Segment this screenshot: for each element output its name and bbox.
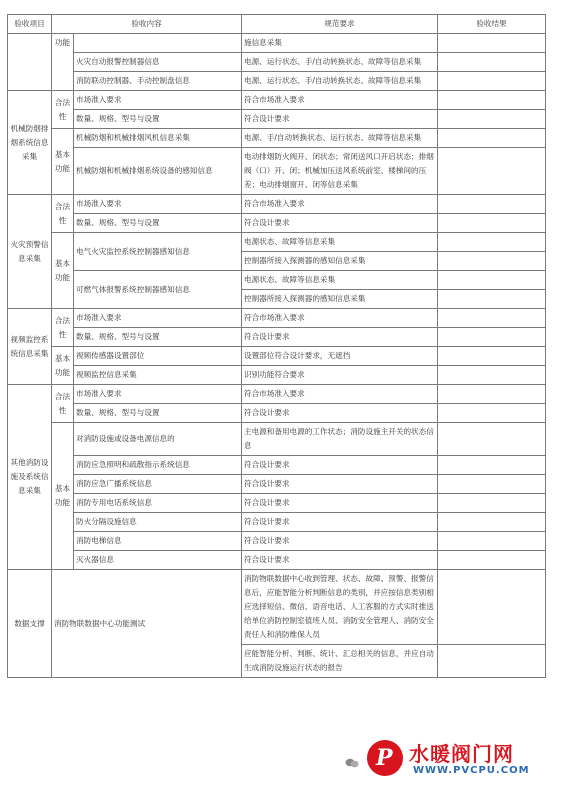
requirement-cell: 符合市场准入要求: [242, 195, 438, 214]
result-cell: [438, 645, 546, 678]
requirement-cell: 符合设计要求: [242, 214, 438, 233]
result-cell: [438, 252, 546, 271]
requirement-cell: 符合设计要求: [242, 494, 438, 513]
table-row: [8, 347, 546, 366]
content-cell: 可燃气体报警系统控制器感知信息: [74, 271, 242, 309]
result-cell: [438, 423, 546, 456]
result-cell: [438, 34, 546, 53]
table-row: [8, 91, 546, 110]
result-cell: [438, 53, 546, 72]
requirement-cell: 施信息采集: [242, 34, 438, 53]
table-row: [8, 366, 546, 385]
result-cell: [438, 366, 546, 385]
item-video-monitoring: 视频监控系统信息采集: [8, 309, 52, 385]
header-result: 验收结果: [438, 15, 546, 34]
content-cell: 视频监控信息采集: [74, 366, 242, 385]
table-row: [8, 34, 546, 53]
requirement-cell: 符合设计要求: [242, 513, 438, 532]
requirement-cell: 符合设计要求: [242, 475, 438, 494]
content-cell: 数量、规格、型号与设置: [74, 328, 242, 347]
watermark-url: WWW.PVCPU.COM: [413, 765, 530, 776]
item-cell-empty: [8, 34, 52, 91]
item-smoke-control: 机械防烟排烟系统信息采集: [8, 91, 52, 195]
requirement-cell: 电源状态、故障等信息采集: [242, 233, 438, 252]
requirement-cell: 识别功能符合要求: [242, 366, 438, 385]
requirement-cell: 控制器所接入探测器的感知信息采集: [242, 252, 438, 271]
table-row: [8, 570, 546, 645]
requirement-cell: 符合设计要求: [242, 110, 438, 129]
site-watermark: [359, 736, 549, 782]
result-cell: [438, 475, 546, 494]
logo-icon: [367, 740, 403, 776]
requirement-cell: 符合设计要求: [242, 456, 438, 475]
content-cell: 机械防烟和机械排烟系统设备的感知信息: [74, 148, 242, 195]
content-cell: 数量、规格、型号与设置: [74, 214, 242, 233]
header-item: 验收项目: [8, 15, 52, 34]
result-cell: [438, 309, 546, 328]
header-content: 验收内容: [52, 15, 242, 34]
result-cell: [438, 456, 546, 475]
table-row: [8, 475, 546, 494]
content-cell: 消防专用电话系统信息: [74, 494, 242, 513]
table-row: [8, 385, 546, 404]
table-row: [8, 309, 546, 328]
wechat-icon: [345, 758, 359, 768]
table-row: [8, 404, 546, 423]
requirement-cell: 控制器所接入探测器的感知信息采集: [242, 290, 438, 309]
table-row: [8, 328, 546, 347]
result-cell: [438, 271, 546, 290]
table-row: [8, 551, 546, 570]
content-cell: 市场准入要求: [74, 385, 242, 404]
requirement-cell: 电源、运行状态、手/自动转换状态、故障等信息采集: [242, 53, 438, 72]
result-cell: [438, 129, 546, 148]
label-legality: 合法性: [52, 91, 74, 129]
content-cell: 灭火器信息: [74, 551, 242, 570]
result-cell: [438, 404, 546, 423]
result-cell: [438, 328, 546, 347]
requirement-cell: 应能智能分析、判断、统计、汇总相关的信息，并应自动生成消防设施运行状态的报告: [242, 645, 438, 678]
requirement-cell: 符合设计要求: [242, 532, 438, 551]
table-row: [8, 532, 546, 551]
label-legality: 合法性: [52, 309, 74, 347]
table-row: [8, 423, 546, 456]
item-data-support: 数据支撑: [8, 570, 52, 678]
logo-letter: P: [376, 745, 393, 771]
requirement-cell: 电源、运行状态、手/自动转换状态、故障等信息采集: [242, 72, 438, 91]
table-row: [8, 214, 546, 233]
label-function: 功能: [52, 34, 74, 91]
requirement-cell: 符合设计要求: [242, 404, 438, 423]
table-row: [8, 195, 546, 214]
requirement-cell: 符合设计要求: [242, 328, 438, 347]
item-fire-warning: 火灾预警信息采集: [8, 195, 52, 309]
content-cell: 防火分隔设施信息: [74, 513, 242, 532]
content-cell: 消防物联数据中心功能测试: [52, 570, 242, 678]
result-cell: [438, 214, 546, 233]
requirement-cell: 符合市场准入要求: [242, 385, 438, 404]
result-cell: [438, 148, 546, 195]
requirement-cell: 电源状态、故障等信息采集: [242, 271, 438, 290]
item-other-facilities: 其他消防设施及系统信息采集: [8, 385, 52, 570]
watermark-title: 水暖阀门网: [409, 742, 514, 766]
content-cell: 对消防设施或设备电源信息的: [74, 423, 242, 456]
content-cell: 数量、规格、型号与设置: [74, 404, 242, 423]
content-cell: 消防联动控制器、手动控制盘信息: [74, 72, 242, 91]
result-cell: [438, 110, 546, 129]
result-cell: [438, 513, 546, 532]
table-row: [8, 456, 546, 475]
requirement-cell: 设置部位符合设计要求，无遮挡: [242, 347, 438, 366]
content-cell: 消防应急照明和疏散指示系统信息: [74, 456, 242, 475]
content-cell: 数量、规格、型号与设置: [74, 110, 242, 129]
result-cell: [438, 347, 546, 366]
table-row: [8, 494, 546, 513]
table-row: [8, 513, 546, 532]
result-cell: [438, 385, 546, 404]
label-basic-function: 基本功能: [52, 423, 74, 570]
content-cell: [74, 34, 242, 53]
result-cell: [438, 532, 546, 551]
requirement-cell: 符合设计要求: [242, 551, 438, 570]
result-cell: [438, 551, 546, 570]
result-cell: [438, 494, 546, 513]
result-cell: [438, 195, 546, 214]
table-row: [8, 233, 546, 252]
table-row: [8, 271, 546, 290]
label-legality: 合法性: [52, 195, 74, 233]
requirement-cell: 主电源和备用电源的工作状态；消防设施主开关的状态信息: [242, 423, 438, 456]
table-row: [8, 110, 546, 129]
result-cell: [438, 233, 546, 252]
label-basic-function: 基本功能: [52, 347, 74, 385]
requirement-cell: 电动排烟防火阀开、闭状态；常闭送风口开启状态；排烟阀（口）开、闭；机械加压送风系统前室、楼梯间的压差；电动排烟窗开、闭等信息采集: [242, 148, 438, 195]
result-cell: [438, 91, 546, 110]
requirement-cell: 电源、手/自动转换状态、运行状态、故障等信息采集: [242, 129, 438, 148]
result-cell: [438, 72, 546, 91]
content-cell: 市场准入要求: [74, 195, 242, 214]
label-legality: 合法性: [52, 385, 74, 423]
result-cell: [438, 290, 546, 309]
table-row: [8, 72, 546, 91]
label-basic-function: 基本功能: [52, 233, 74, 309]
requirement-cell: 消防物联数据中心收到管理、状态、故障、预警、报警信息后，应能智能分析判断信息的类别，并应按信息类别相应选择短信、微信、语音电话、人工客服的方式实时推送给单位消防控制室值班人员、消防安全管理人、消防安全责任人和消防维保人员: [242, 570, 438, 645]
result-cell: [438, 570, 546, 645]
content-cell: 电气火灾监控系统控制器感知信息: [74, 233, 242, 271]
header-row: [8, 15, 546, 34]
content-cell: 视频传感器设置部位: [74, 347, 242, 366]
content-cell: 机械防烟和机械排烟风机信息采集: [74, 129, 242, 148]
table-row: [8, 53, 546, 72]
requirement-cell: 符合市场准入要求: [242, 309, 438, 328]
content-cell: 市场准入要求: [74, 91, 242, 110]
header-requirement: 规范要求: [242, 15, 438, 34]
requirement-cell: 符合市场准入要求: [242, 91, 438, 110]
content-cell: 市场准入要求: [74, 309, 242, 328]
content-cell: 火灾自动报警控制器信息: [74, 53, 242, 72]
table-row: [8, 129, 546, 148]
content-cell: 消防电梯信息: [74, 532, 242, 551]
acceptance-table: [7, 14, 546, 678]
label-basic-function: 基本功能: [52, 129, 74, 195]
content-cell: 消防应急广播系统信息: [74, 475, 242, 494]
table-row: [8, 148, 546, 195]
